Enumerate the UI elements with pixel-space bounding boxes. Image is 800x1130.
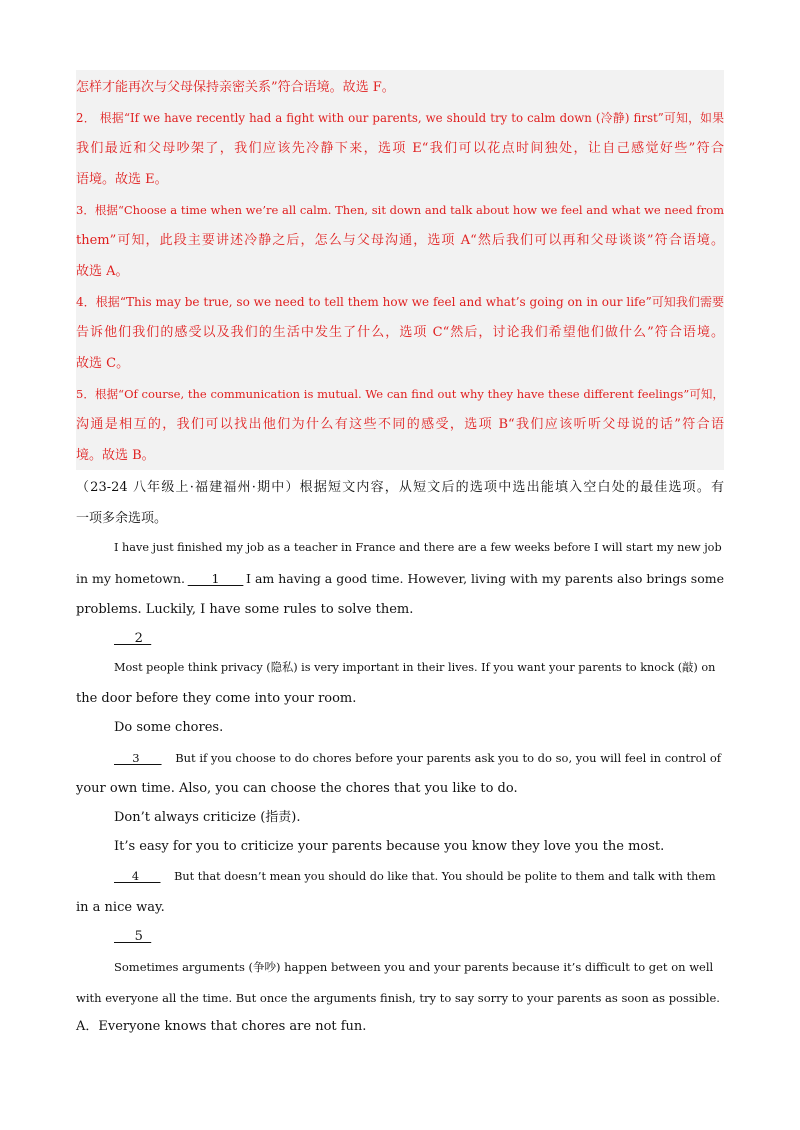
answer-line: 沟通是相互的，我们可以找出他们为什么有这些不同的感受，选项 B“我们应该听听父母说的话”符合语 [76,417,724,432]
blank-4: 4 [114,870,161,883]
answer-line: 语境。故选 E。 [76,172,168,187]
answer-line: 3．根据“Choose a time when we’re all calm. Then, sit down and talk about how we feel and what we need from [76,203,724,217]
passage-line: I have just finished my job as a teacher in France and there are a few weeks before I will start my new job [114,541,722,554]
blank-1: 1 [187,571,244,586]
passage-line [114,629,151,649]
passage-text: But if you choose to do chores before your parents ask you to do so, you will feel in control of [175,751,722,765]
blank-5: 5 [114,929,152,944]
blank-3: 3 [114,751,162,765]
passage-line: with everyone all the time. But once the arguments finish, try to say sorry to your parents as soon as possible. [76,991,720,1005]
answer-line: 怎样才能再次与父母保持亲密关系”符合语境。故选 F。 [76,80,395,95]
passage-line [114,867,716,887]
answer-line: 故选 C。 [76,356,130,371]
passage-heading: Do some chores. [114,720,224,735]
passage-line [76,569,724,589]
passage-text: But that doesn’t mean you should do like that. You should be polite to them and talk with them [174,870,716,883]
answer-line: 故选 A。 [76,264,129,279]
passage-line: Most people think privacy (隐私) is very important in their lives. If you want your parents to knock (敲) on [114,661,716,674]
answer-line: 告诉他们我们的感受以及我们的生活中发生了什么，选项 C“然后，讨论我们希望他们做什么”符合语境。 [76,325,724,340]
passage-line: the door before they come into your room. [76,691,357,706]
passage-line: Sometimes arguments (争吵) happen between you and your parents because it’s difficult to get on well [114,960,714,974]
passage-heading: Don’t always criticize (指责). [114,810,301,825]
answer-line: 我们最近和父母吵架了，我们应该先冷静下来，选项 E“我们可以花点时间独处，让自己感觉好些”符合 [76,141,724,156]
question-instruction: （23-24 八年级上·福建福州·期中）根据短文内容，从短文后的选项中选出能填入空白处的最佳选项。有 [76,480,724,495]
passage-line [114,927,151,947]
passage-line: your own time. Also, you can choose the chores that you like to do. [76,781,518,796]
passage-line: in a nice way. [76,900,165,915]
option-a: A．Everyone knows that chores are not fun. [76,1019,367,1034]
answer-explanation-box [76,70,724,470]
answer-line: 5．根据“Of course, the communication is mutual. We can find out why they have these different feelings”可知， [76,387,724,401]
answer-line: 2． 根据“If we have recently had a fight with our parents, we should try to calm down (冷静) first”可知，如果 [76,111,724,125]
blank-2: 2 [114,631,152,646]
answer-line: them”可知，此段主要讲述冷静之后，怎么与父母沟通，选项 A“然后我们可以再和父母谈谈”符合语境。 [76,233,724,248]
passage-line: problems. Luckily, I have some rules to solve them. [76,602,414,617]
question-instruction: 一项多余选项。 [76,511,168,526]
passage-text: in my hometown. [76,571,186,586]
passage-line: It’s easy for you to criticize your parents because you know they love you the most. [114,839,665,854]
passage-line [114,748,721,768]
passage-text: I am having a good time. However, living with my parents also brings some [246,571,724,586]
answer-line: 4．根据“This may be true, so we need to tell them how we feel and what’s going on in our life”可知我们需要 [76,295,724,309]
answer-line: 境。故选 B。 [76,448,155,463]
